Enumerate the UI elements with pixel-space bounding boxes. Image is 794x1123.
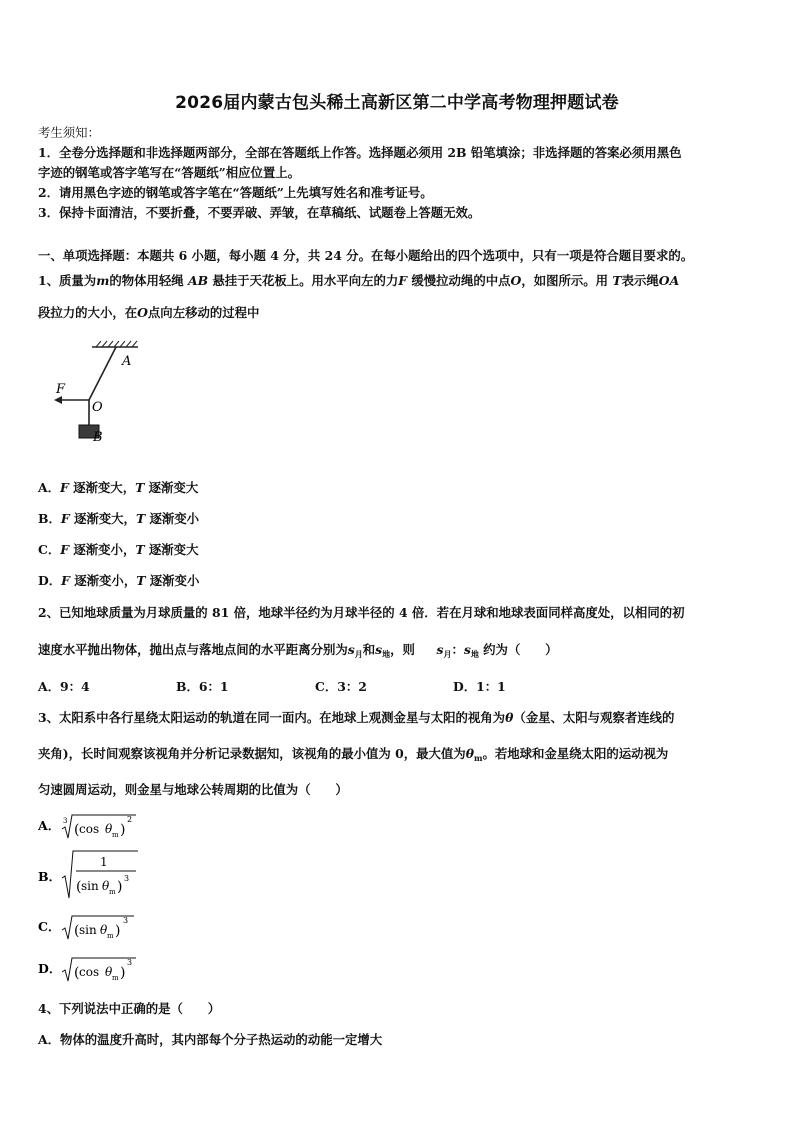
question-1-option-c[interactable]: C．F 逐渐变小，T 逐渐变大: [38, 542, 199, 557]
ceiling-hatch: [96, 341, 137, 347]
question-2-option-c[interactable]: C．3：2: [315, 679, 367, 694]
question-3-option-c[interactable]: [38, 913, 148, 947]
question-1-option-a[interactable]: A．F 逐渐变大，T 逐渐变大: [38, 480, 199, 495]
question-3-option-d[interactable]: [38, 955, 148, 989]
svg-text:sin: sin: [79, 923, 97, 937]
question-2-option-a[interactable]: A．9：4: [38, 679, 90, 694]
svg-text:3: 3: [127, 958, 133, 967]
svg-text:D．: D．: [38, 961, 62, 976]
svg-text:3: 3: [124, 874, 130, 883]
svg-text:3: 3: [123, 916, 129, 925]
question-4-stem: 4、下列说法中正确的是（ ）: [38, 1001, 221, 1016]
svg-text:B．: B．: [38, 869, 62, 884]
formula-a: [38, 812, 148, 842]
notice-item-3: 3．保持卡面清洁，不要折叠，不要弄破、弄皱，在草稿纸、试题卷上答题无效。: [38, 205, 481, 220]
question-2-option-d[interactable]: D．1：1: [453, 679, 506, 694]
svg-text:cos: cos: [79, 822, 100, 836]
formula-d: [38, 955, 148, 985]
question-3-stem-line1: 3、太阳系中各行星绕太阳运动的轨道在同一面内。在地球上观测金星与太阳的视角为θ（金星、太阳与观察者连线的: [38, 710, 675, 725]
svg-text:sin: sin: [81, 879, 99, 893]
label-b: B: [93, 430, 103, 445]
svg-text:θ: θ: [100, 923, 108, 937]
svg-text:(: (: [74, 923, 80, 939]
notice-item-2: 2．请用黑色字迹的钢笔或答字笔在“答题纸”上先填写姓名和准考证号。: [38, 185, 433, 200]
svg-text:θ: θ: [105, 822, 113, 836]
question-3-option-b[interactable]: [38, 848, 158, 904]
notice-item-1-cont: 字迹的钢笔或答字笔写在“答题纸”相应位置上。: [38, 165, 301, 180]
svg-text:): ): [120, 965, 126, 981]
svg-text:cos: cos: [79, 965, 100, 979]
question-2-stem-line2: 速度水平抛出物体，抛出点与落地点间的水平距离分别为$s_月$和$s_地$，则 $s_月$：$s_地$ 约为（ ）: [38, 642, 558, 659]
label-o: O: [92, 400, 103, 415]
svg-text:m: m: [112, 974, 119, 982]
svg-text:m: m: [112, 831, 119, 839]
question-1-stem-line2: 段拉力的大小，在O点向左移动的过程中: [38, 305, 260, 320]
svg-text:(: (: [76, 879, 82, 895]
notice-heading: 考生须知：: [38, 125, 100, 140]
svg-text:2: 2: [127, 815, 133, 824]
label-f: F: [56, 382, 66, 397]
notice-item-1: 1．全卷分选择题和非选择题两部分，全部在答题纸上作答。选择题必须用 2B 铅笔填涂；非选择题的答案必须用黑色: [38, 145, 682, 160]
svg-text:θ: θ: [105, 965, 113, 979]
svg-text:3: 3: [63, 817, 68, 825]
formula-b: [38, 848, 158, 900]
svg-text:C．: C．: [38, 919, 61, 934]
rope-oa: [89, 347, 116, 400]
question-3-stem-line3: 匀速圆周运动，则金星与地球公转周期的比值为（ ）: [38, 782, 348, 797]
question-3-stem-line2: 夹角)，长时间观察该视角并分析记录数据知，该视角的最小值为 0，最大值为$\theta_m$。若地球和金星绕太阳的运动视为: [38, 746, 669, 763]
svg-text:1: 1: [100, 855, 108, 869]
question-1-figure: [50, 335, 150, 465]
question-3-option-a[interactable]: [38, 812, 148, 846]
svg-text:): ): [120, 822, 126, 838]
question-2-stem-line1: 2、已知地球质量为月球质量的 81 倍，地球半径约为月球半径的 4 倍．若在月球和地球表面同样高度处，以相同的初: [38, 605, 685, 620]
svg-text:): ): [117, 879, 123, 895]
question-1-option-d[interactable]: D．F 逐渐变小，T 逐渐变小: [38, 573, 200, 588]
question-1-stem-line1: 1、质量为m的物体用轻绳 AB 悬挂于天花板上。用水平向左的力F 缓慢拉动绳的中点O，如图所示。用 T表示绳OA: [38, 273, 680, 288]
formula-c: [38, 913, 148, 943]
svg-text:m: m: [109, 888, 116, 896]
svg-text:θ: θ: [102, 879, 110, 893]
svg-text:m: m: [107, 932, 114, 940]
page-title: 2026届内蒙古包头稀土高新区第二中学高考物理押题试卷: [175, 93, 619, 113]
question-4-option-a[interactable]: A．物体的温度升高时，其内部每个分子热运动的动能一定增大: [38, 1032, 383, 1047]
svg-text:(: (: [74, 822, 80, 838]
svg-text:(: (: [74, 965, 80, 981]
question-1-option-b[interactable]: B．F 逐渐变大，T 逐渐变小: [38, 511, 200, 526]
force-arrowhead: [54, 396, 62, 404]
section-heading: 一、单项选择题：本题共 6 小题，每小题 4 分，共 24 分。在每小题给出的四个选项中，只有一项是符合题目要求的。: [38, 248, 694, 263]
svg-text:A．: A．: [38, 818, 61, 833]
question-2-option-b[interactable]: B．6：1: [176, 679, 229, 694]
label-a: A: [122, 354, 132, 369]
svg-text:): ): [115, 923, 121, 939]
